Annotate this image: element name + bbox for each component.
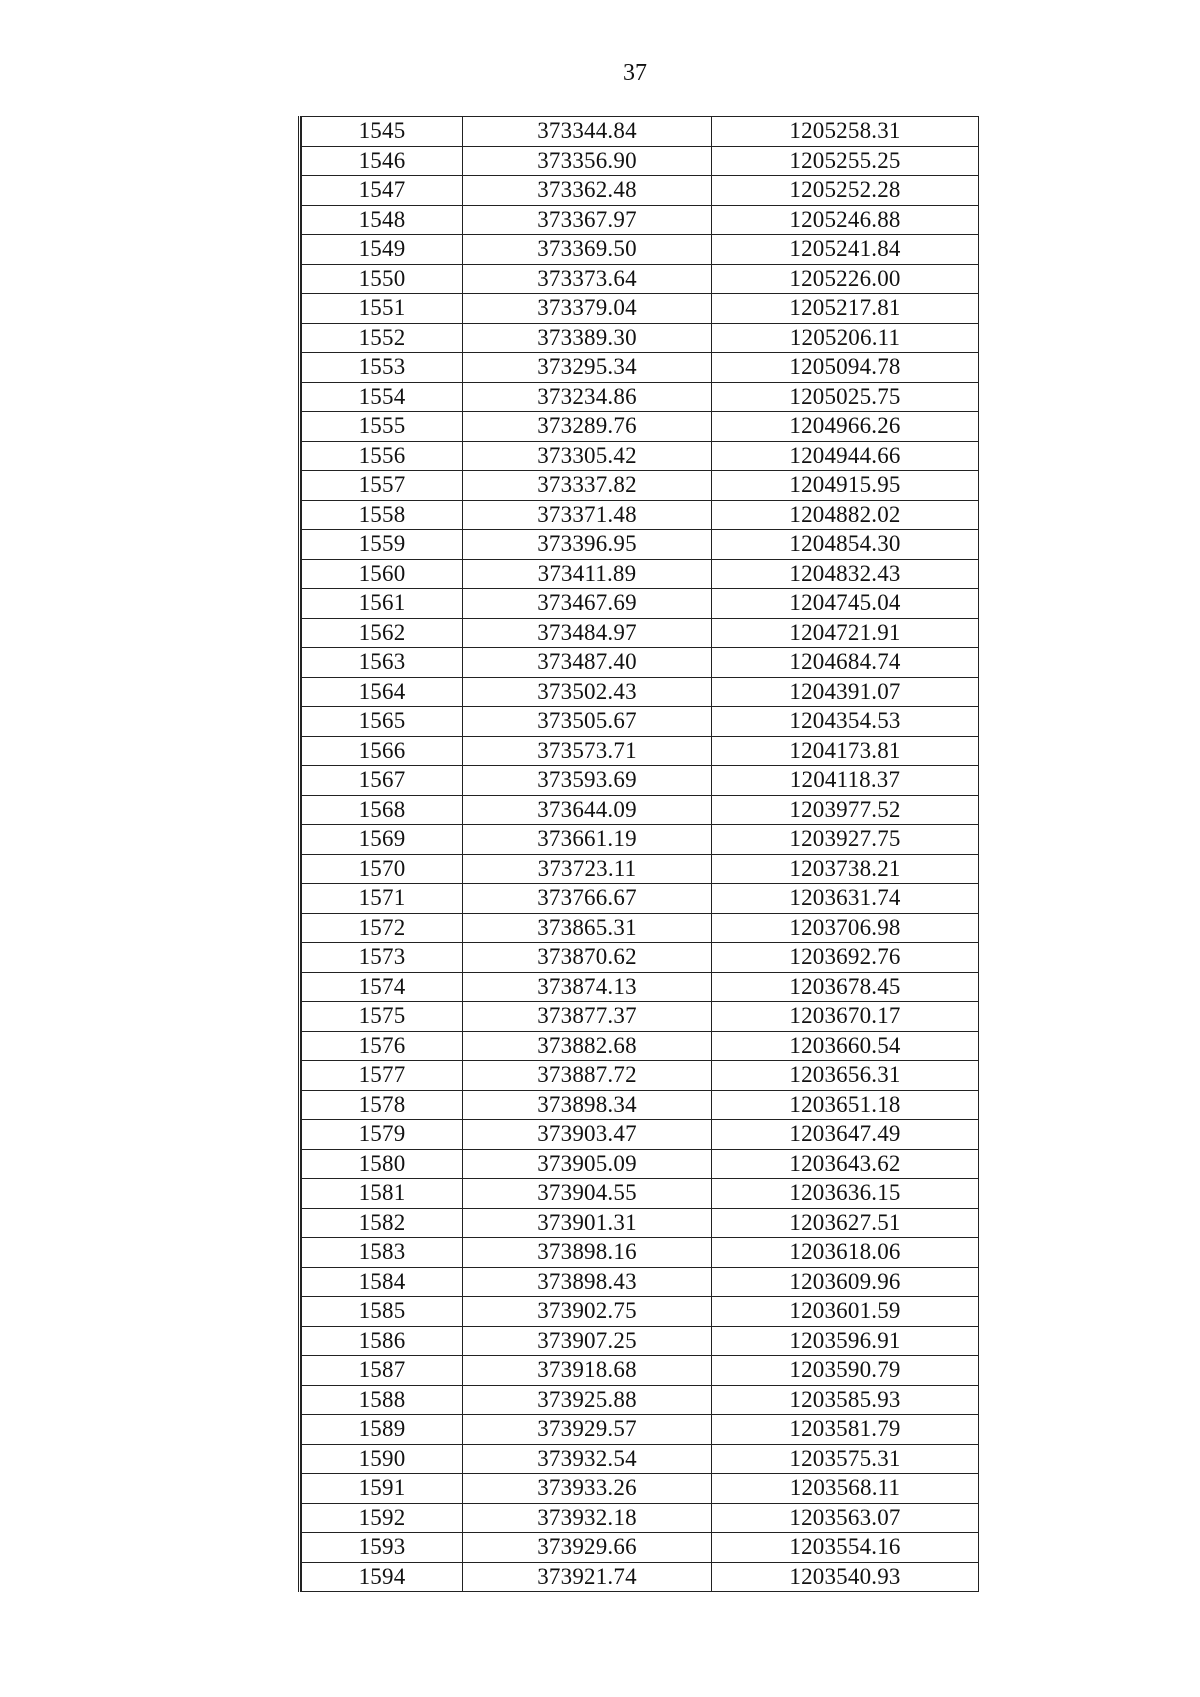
table-row bbox=[302, 176, 979, 206]
table-row bbox=[302, 382, 979, 412]
y-coordinate-cell: 1205217.81 bbox=[712, 294, 979, 324]
point-number-cell: 1570 bbox=[302, 854, 463, 884]
table-row bbox=[302, 412, 979, 442]
y-coordinate-cell: 1203692.76 bbox=[712, 943, 979, 973]
table-row bbox=[302, 943, 979, 973]
table-row bbox=[302, 559, 979, 589]
table-row bbox=[302, 913, 979, 943]
point-number-cell: 1584 bbox=[302, 1267, 463, 1297]
x-coordinate-cell: 373373.64 bbox=[463, 264, 712, 294]
table-row bbox=[302, 1356, 979, 1386]
point-number-cell: 1593 bbox=[302, 1533, 463, 1563]
point-number-cell: 1566 bbox=[302, 736, 463, 766]
y-coordinate-cell: 1204721.91 bbox=[712, 618, 979, 648]
point-number-cell: 1590 bbox=[302, 1444, 463, 1474]
table-row bbox=[302, 766, 979, 796]
x-coordinate-cell: 373921.74 bbox=[463, 1562, 712, 1592]
table-row bbox=[302, 1326, 979, 1356]
point-number-cell: 1564 bbox=[302, 677, 463, 707]
y-coordinate-cell: 1203618.06 bbox=[712, 1238, 979, 1268]
x-coordinate-cell: 373898.34 bbox=[463, 1090, 712, 1120]
y-coordinate-cell: 1203651.18 bbox=[712, 1090, 979, 1120]
y-coordinate-cell: 1203643.62 bbox=[712, 1149, 979, 1179]
y-coordinate-cell: 1203575.31 bbox=[712, 1444, 979, 1474]
y-coordinate-cell: 1203738.21 bbox=[712, 854, 979, 884]
y-coordinate-cell: 1203656.31 bbox=[712, 1061, 979, 1091]
x-coordinate-cell: 373411.89 bbox=[463, 559, 712, 589]
table-row bbox=[302, 1149, 979, 1179]
y-coordinate-cell: 1203581.79 bbox=[712, 1415, 979, 1445]
point-number-cell: 1572 bbox=[302, 913, 463, 943]
x-coordinate-cell: 373389.30 bbox=[463, 323, 712, 353]
y-coordinate-cell: 1203977.52 bbox=[712, 795, 979, 825]
y-coordinate-cell: 1203540.93 bbox=[712, 1562, 979, 1592]
table-row bbox=[302, 1267, 979, 1297]
y-coordinate-cell: 1203706.98 bbox=[712, 913, 979, 943]
x-coordinate-cell: 373661.19 bbox=[463, 825, 712, 855]
point-number-cell: 1588 bbox=[302, 1385, 463, 1415]
point-number-cell: 1550 bbox=[302, 264, 463, 294]
y-coordinate-cell: 1203636.15 bbox=[712, 1179, 979, 1209]
point-number-cell: 1574 bbox=[302, 972, 463, 1002]
table-row bbox=[302, 471, 979, 501]
x-coordinate-cell: 373295.34 bbox=[463, 353, 712, 383]
point-number-cell: 1591 bbox=[302, 1474, 463, 1504]
y-coordinate-cell: 1205258.31 bbox=[712, 117, 979, 147]
y-coordinate-cell: 1204966.26 bbox=[712, 412, 979, 442]
table-row bbox=[302, 825, 979, 855]
point-number-cell: 1577 bbox=[302, 1061, 463, 1091]
x-coordinate-cell: 373865.31 bbox=[463, 913, 712, 943]
table-row bbox=[302, 1415, 979, 1445]
x-coordinate-cell: 373723.11 bbox=[463, 854, 712, 884]
table-row bbox=[302, 530, 979, 560]
coordinates-table bbox=[301, 116, 979, 1592]
y-coordinate-cell: 1203609.96 bbox=[712, 1267, 979, 1297]
table-row bbox=[302, 500, 979, 530]
table-row bbox=[302, 353, 979, 383]
y-coordinate-cell: 1203927.75 bbox=[712, 825, 979, 855]
x-coordinate-cell: 373344.84 bbox=[463, 117, 712, 147]
x-coordinate-cell: 373369.50 bbox=[463, 235, 712, 265]
y-coordinate-cell: 1205206.11 bbox=[712, 323, 979, 353]
x-coordinate-cell: 373907.25 bbox=[463, 1326, 712, 1356]
x-coordinate-cell: 373484.97 bbox=[463, 618, 712, 648]
x-coordinate-cell: 373379.04 bbox=[463, 294, 712, 324]
y-coordinate-cell: 1204684.74 bbox=[712, 648, 979, 678]
table-row bbox=[302, 1208, 979, 1238]
point-number-cell: 1586 bbox=[302, 1326, 463, 1356]
y-coordinate-cell: 1205252.28 bbox=[712, 176, 979, 206]
table-row bbox=[302, 1179, 979, 1209]
x-coordinate-cell: 373901.31 bbox=[463, 1208, 712, 1238]
table-row bbox=[302, 1474, 979, 1504]
point-number-cell: 1553 bbox=[302, 353, 463, 383]
point-number-cell: 1555 bbox=[302, 412, 463, 442]
x-coordinate-cell: 373371.48 bbox=[463, 500, 712, 530]
table-row bbox=[302, 677, 979, 707]
point-number-cell: 1587 bbox=[302, 1356, 463, 1386]
x-coordinate-cell: 373918.68 bbox=[463, 1356, 712, 1386]
x-coordinate-cell: 373882.68 bbox=[463, 1031, 712, 1061]
x-coordinate-cell: 373396.95 bbox=[463, 530, 712, 560]
x-coordinate-cell: 373887.72 bbox=[463, 1061, 712, 1091]
table-row bbox=[302, 1297, 979, 1327]
x-coordinate-cell: 373337.82 bbox=[463, 471, 712, 501]
table-row bbox=[302, 323, 979, 353]
y-coordinate-cell: 1204882.02 bbox=[712, 500, 979, 530]
x-coordinate-cell: 373903.47 bbox=[463, 1120, 712, 1150]
table-row bbox=[302, 736, 979, 766]
y-coordinate-cell: 1204118.37 bbox=[712, 766, 979, 796]
table-row bbox=[302, 1238, 979, 1268]
page-number: 37 bbox=[623, 60, 647, 86]
table-row bbox=[302, 1533, 979, 1563]
point-number-cell: 1545 bbox=[302, 117, 463, 147]
table-row bbox=[302, 1061, 979, 1091]
coordinates-table-container bbox=[298, 116, 975, 1592]
x-coordinate-cell: 373356.90 bbox=[463, 146, 712, 176]
y-coordinate-cell: 1205241.84 bbox=[712, 235, 979, 265]
point-number-cell: 1589 bbox=[302, 1415, 463, 1445]
table-row bbox=[302, 884, 979, 914]
point-number-cell: 1559 bbox=[302, 530, 463, 560]
table-row bbox=[302, 795, 979, 825]
point-number-cell: 1549 bbox=[302, 235, 463, 265]
x-coordinate-cell: 373289.76 bbox=[463, 412, 712, 442]
x-coordinate-cell: 373362.48 bbox=[463, 176, 712, 206]
y-coordinate-cell: 1205094.78 bbox=[712, 353, 979, 383]
table-row bbox=[302, 972, 979, 1002]
table-row bbox=[302, 618, 979, 648]
x-coordinate-cell: 373929.57 bbox=[463, 1415, 712, 1445]
point-number-cell: 1548 bbox=[302, 205, 463, 235]
table-row bbox=[302, 1002, 979, 1032]
point-number-cell: 1579 bbox=[302, 1120, 463, 1150]
point-number-cell: 1560 bbox=[302, 559, 463, 589]
y-coordinate-cell: 1203660.54 bbox=[712, 1031, 979, 1061]
point-number-cell: 1571 bbox=[302, 884, 463, 914]
y-coordinate-cell: 1203678.45 bbox=[712, 972, 979, 1002]
point-number-cell: 1583 bbox=[302, 1238, 463, 1268]
table-row bbox=[302, 707, 979, 737]
point-number-cell: 1551 bbox=[302, 294, 463, 324]
point-number-cell: 1575 bbox=[302, 1002, 463, 1032]
x-coordinate-cell: 373902.75 bbox=[463, 1297, 712, 1327]
x-coordinate-cell: 373467.69 bbox=[463, 589, 712, 619]
point-number-cell: 1547 bbox=[302, 176, 463, 206]
point-number-cell: 1573 bbox=[302, 943, 463, 973]
point-number-cell: 1594 bbox=[302, 1562, 463, 1592]
x-coordinate-cell: 373932.54 bbox=[463, 1444, 712, 1474]
point-number-cell: 1576 bbox=[302, 1031, 463, 1061]
y-coordinate-cell: 1203568.11 bbox=[712, 1474, 979, 1504]
x-coordinate-cell: 373502.43 bbox=[463, 677, 712, 707]
point-number-cell: 1580 bbox=[302, 1149, 463, 1179]
point-number-cell: 1581 bbox=[302, 1179, 463, 1209]
point-number-cell: 1554 bbox=[302, 382, 463, 412]
point-number-cell: 1567 bbox=[302, 766, 463, 796]
y-coordinate-cell: 1204854.30 bbox=[712, 530, 979, 560]
x-coordinate-cell: 373932.18 bbox=[463, 1503, 712, 1533]
y-coordinate-cell: 1203601.59 bbox=[712, 1297, 979, 1327]
point-number-cell: 1562 bbox=[302, 618, 463, 648]
point-number-cell: 1556 bbox=[302, 441, 463, 471]
y-coordinate-cell: 1204391.07 bbox=[712, 677, 979, 707]
point-number-cell: 1563 bbox=[302, 648, 463, 678]
x-coordinate-cell: 373874.13 bbox=[463, 972, 712, 1002]
y-coordinate-cell: 1205025.75 bbox=[712, 382, 979, 412]
point-number-cell: 1561 bbox=[302, 589, 463, 619]
y-coordinate-cell: 1203596.91 bbox=[712, 1326, 979, 1356]
table-row bbox=[302, 648, 979, 678]
x-coordinate-cell: 373573.71 bbox=[463, 736, 712, 766]
x-coordinate-cell: 373644.09 bbox=[463, 795, 712, 825]
y-coordinate-cell: 1203670.17 bbox=[712, 1002, 979, 1032]
table-row bbox=[302, 235, 979, 265]
point-number-cell: 1568 bbox=[302, 795, 463, 825]
table-row bbox=[302, 294, 979, 324]
table-row bbox=[302, 264, 979, 294]
x-coordinate-cell: 373925.88 bbox=[463, 1385, 712, 1415]
point-number-cell: 1546 bbox=[302, 146, 463, 176]
table-row bbox=[302, 1385, 979, 1415]
table-row bbox=[302, 205, 979, 235]
x-coordinate-cell: 373933.26 bbox=[463, 1474, 712, 1504]
table-row bbox=[302, 1562, 979, 1592]
x-coordinate-cell: 373505.67 bbox=[463, 707, 712, 737]
x-coordinate-cell: 373905.09 bbox=[463, 1149, 712, 1179]
y-coordinate-cell: 1204745.04 bbox=[712, 589, 979, 619]
table-row bbox=[302, 1090, 979, 1120]
x-coordinate-cell: 373929.66 bbox=[463, 1533, 712, 1563]
point-number-cell: 1585 bbox=[302, 1297, 463, 1327]
x-coordinate-cell: 373870.62 bbox=[463, 943, 712, 973]
point-number-cell: 1578 bbox=[302, 1090, 463, 1120]
point-number-cell: 1558 bbox=[302, 500, 463, 530]
y-coordinate-cell: 1205246.88 bbox=[712, 205, 979, 235]
x-coordinate-cell: 373898.43 bbox=[463, 1267, 712, 1297]
x-coordinate-cell: 373234.86 bbox=[463, 382, 712, 412]
table-row bbox=[302, 1120, 979, 1150]
y-coordinate-cell: 1203590.79 bbox=[712, 1356, 979, 1386]
point-number-cell: 1592 bbox=[302, 1503, 463, 1533]
point-number-cell: 1552 bbox=[302, 323, 463, 353]
point-number-cell: 1565 bbox=[302, 707, 463, 737]
x-coordinate-cell: 373487.40 bbox=[463, 648, 712, 678]
x-coordinate-cell: 373898.16 bbox=[463, 1238, 712, 1268]
x-coordinate-cell: 373766.67 bbox=[463, 884, 712, 914]
y-coordinate-cell: 1205255.25 bbox=[712, 146, 979, 176]
y-coordinate-cell: 1203563.07 bbox=[712, 1503, 979, 1533]
x-coordinate-cell: 373877.37 bbox=[463, 1002, 712, 1032]
coordinates-table-body bbox=[302, 117, 979, 1592]
y-coordinate-cell: 1203627.51 bbox=[712, 1208, 979, 1238]
table-row bbox=[302, 1444, 979, 1474]
table-row bbox=[302, 1503, 979, 1533]
y-coordinate-cell: 1204915.95 bbox=[712, 471, 979, 501]
table-row bbox=[302, 146, 979, 176]
table-row bbox=[302, 117, 979, 147]
y-coordinate-cell: 1204832.43 bbox=[712, 559, 979, 589]
y-coordinate-cell: 1203585.93 bbox=[712, 1385, 979, 1415]
table-row bbox=[302, 441, 979, 471]
x-coordinate-cell: 373305.42 bbox=[463, 441, 712, 471]
x-coordinate-cell: 373593.69 bbox=[463, 766, 712, 796]
y-coordinate-cell: 1203554.16 bbox=[712, 1533, 979, 1563]
table-row bbox=[302, 589, 979, 619]
table-row bbox=[302, 854, 979, 884]
y-coordinate-cell: 1204944.66 bbox=[712, 441, 979, 471]
x-coordinate-cell: 373904.55 bbox=[463, 1179, 712, 1209]
point-number-cell: 1557 bbox=[302, 471, 463, 501]
y-coordinate-cell: 1205226.00 bbox=[712, 264, 979, 294]
point-number-cell: 1569 bbox=[302, 825, 463, 855]
y-coordinate-cell: 1204173.81 bbox=[712, 736, 979, 766]
x-coordinate-cell: 373367.97 bbox=[463, 205, 712, 235]
point-number-cell: 1582 bbox=[302, 1208, 463, 1238]
y-coordinate-cell: 1204354.53 bbox=[712, 707, 979, 737]
table-row bbox=[302, 1031, 979, 1061]
y-coordinate-cell: 1203631.74 bbox=[712, 884, 979, 914]
y-coordinate-cell: 1203647.49 bbox=[712, 1120, 979, 1150]
